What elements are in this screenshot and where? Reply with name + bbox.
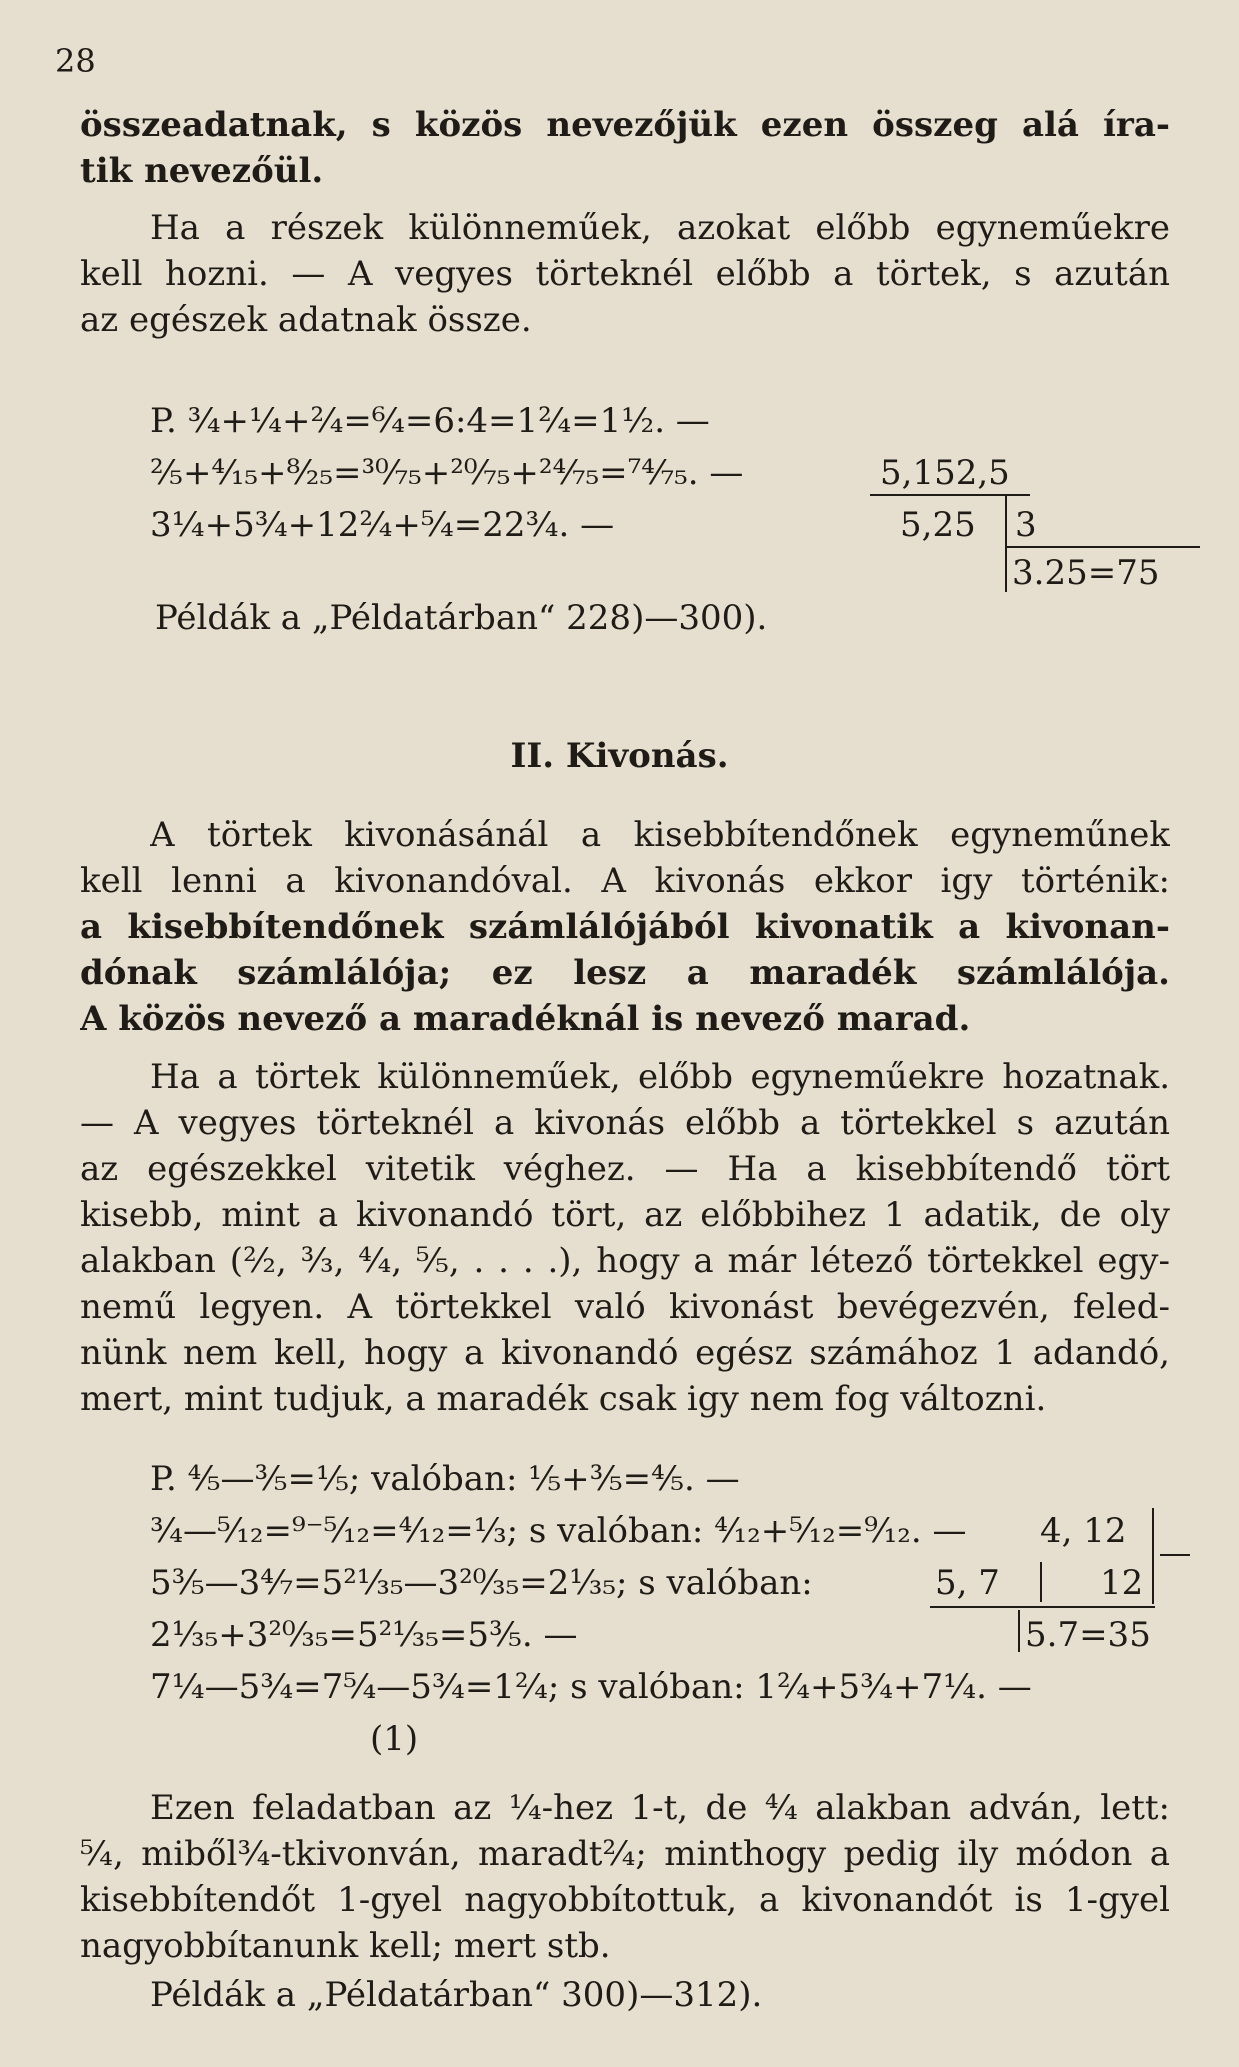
text-line: A közös nevező a maradéknál is nevező marad. [80, 999, 971, 1039]
example-line: ¾—⁵⁄₁₂=⁹⁻⁵⁄₁₂=⁴⁄₁₂=⅓; s valóban: ⁴⁄₁₂+⁵⁄₁₂=⁹⁄₁₂. — [150, 1511, 967, 1551]
example-line: 2¹⁄₃₅+3²⁰⁄₃₅=5²¹⁄₃₅=5³⁄₅. — [150, 1615, 578, 1655]
text-line: nagyobbítanunk kell; mert stb. [80, 1926, 611, 1966]
text-line: tik nevezőül. [80, 151, 324, 191]
text-line: összeadatnak, s közös nevezőjük ezen összeg alá íra- [80, 105, 1170, 145]
side-calculation: 12 [1100, 1563, 1144, 1603]
text-line: Ha a részek különneműek, azokat előbb egyneműekre [150, 208, 1170, 248]
text-line: mert, mint tudjuk, a maradék csak igy nem fog változni. [80, 1379, 1047, 1419]
side-calculation: 5.7=35 [1025, 1615, 1151, 1655]
example-reference: Példák a „Példatárban“ 300)—312). [150, 1975, 763, 2015]
example-line: ²⁄₅+⁴⁄₁₅+⁸⁄₂₅=³⁰⁄₇₅+²⁰⁄₇₅+²⁴⁄₇₅=⁷⁴⁄₇₅. — [150, 453, 744, 493]
calc-divider [1018, 1610, 1020, 1652]
text-line: kell lenni a kivonandóval. A kivonás ekkor igy történik: [80, 861, 1170, 901]
side-calculation: 5,152,5 [880, 453, 1010, 493]
example-line: 7¼—5¾=7⁵⁄₄—5¾=1²⁄₄; s valóban: 1²⁄₄+5¾+7¼. — [150, 1667, 1032, 1707]
text-line: kell hozni. — A vegyes törteknél előbb a törtek, s azután [80, 254, 1170, 294]
page-number: 28 [55, 42, 96, 80]
text-line: nemű legyen. A törtekkel való kivonást bevégezvén, feled- [80, 1287, 1170, 1327]
calc-rule [1160, 1554, 1190, 1556]
text-line: — A vegyes törteknél a kivonás előbb a törtekkel s azután [80, 1103, 1170, 1143]
text-line: Ezen feladatban az ¼-hez 1-t, de ⁴⁄₄ alakban adván, lett: [150, 1788, 1170, 1828]
side-calculation: 5,25 [900, 505, 976, 545]
side-calculation: 3 [1015, 505, 1037, 545]
calc-divider [1152, 1508, 1154, 1604]
text-line: ⁵⁄₄, miből¾-tkivonván, maradt²⁄₄; minthogy pedig ily módon a [80, 1834, 1170, 1874]
side-calculation: 3.25=75 [1012, 553, 1160, 593]
calc-rule [1005, 546, 1200, 548]
calc-divider [1005, 496, 1007, 592]
text-line: kisebb, mint a kivonandó tört, az előbbihez 1 adatik, de oly [80, 1195, 1170, 1235]
text-line: dónak számlálója; ez lesz a maradék számlálója. [80, 953, 1170, 993]
text-line: kisebbítendőt 1-gyel nagyobbítottuk, a kivonandót is 1-gyel [80, 1880, 1170, 1920]
text-line: a kisebbítendőnek számlálójából kivonatik a kivonan- [80, 907, 1170, 947]
example-line: 5³⁄₅—3⁴⁄₇=5²¹⁄₃₅—3²⁰⁄₃₅=2¹⁄₃₅; s valóban: [150, 1563, 813, 1603]
text-line: az egészekkel vitetik véghez. — Ha a kisebbítendő tört [80, 1149, 1170, 1189]
calc-divider [1040, 1562, 1042, 1602]
text-line: nünk nem kell, hogy a kivonandó egész számához 1 adandó, [80, 1333, 1170, 1373]
text-line: alakban (²⁄₂, ³⁄₃, ⁴⁄₄, ⁵⁄₅, . . . .), hogy a már létező törtekkel egy- [80, 1241, 1170, 1281]
text-line: Ha a törtek különneműek, előbb egyneműekre hozatnak. [150, 1057, 1170, 1097]
example-note: (1) [370, 1719, 419, 1759]
section-heading: II. Kivonás. [510, 736, 729, 776]
side-calculation: 4, 12 [1040, 1511, 1127, 1551]
calc-rule [930, 1606, 1155, 1608]
text-line: az egészek adatnak össze. [80, 300, 532, 340]
example-line: P. ¾+¼+²⁄₄=⁶⁄₄=6:4=1²⁄₄=1½. — [150, 401, 710, 441]
side-calculation: 5, 7 [935, 1563, 1000, 1603]
example-line: P. ⁴⁄₅—³⁄₅=⅕; valóban: ⅕+³⁄₅=⁴⁄₅. — [150, 1459, 740, 1499]
example-reference: Példák a „Példatárban“ 228)—300). [155, 598, 768, 638]
example-line: 3¼+5¾+12²⁄₄+⁵⁄₄=22¾. — [150, 505, 615, 545]
text-line: A törtek kivonásánál a kisebbítendőnek egyneműnek [150, 815, 1170, 855]
